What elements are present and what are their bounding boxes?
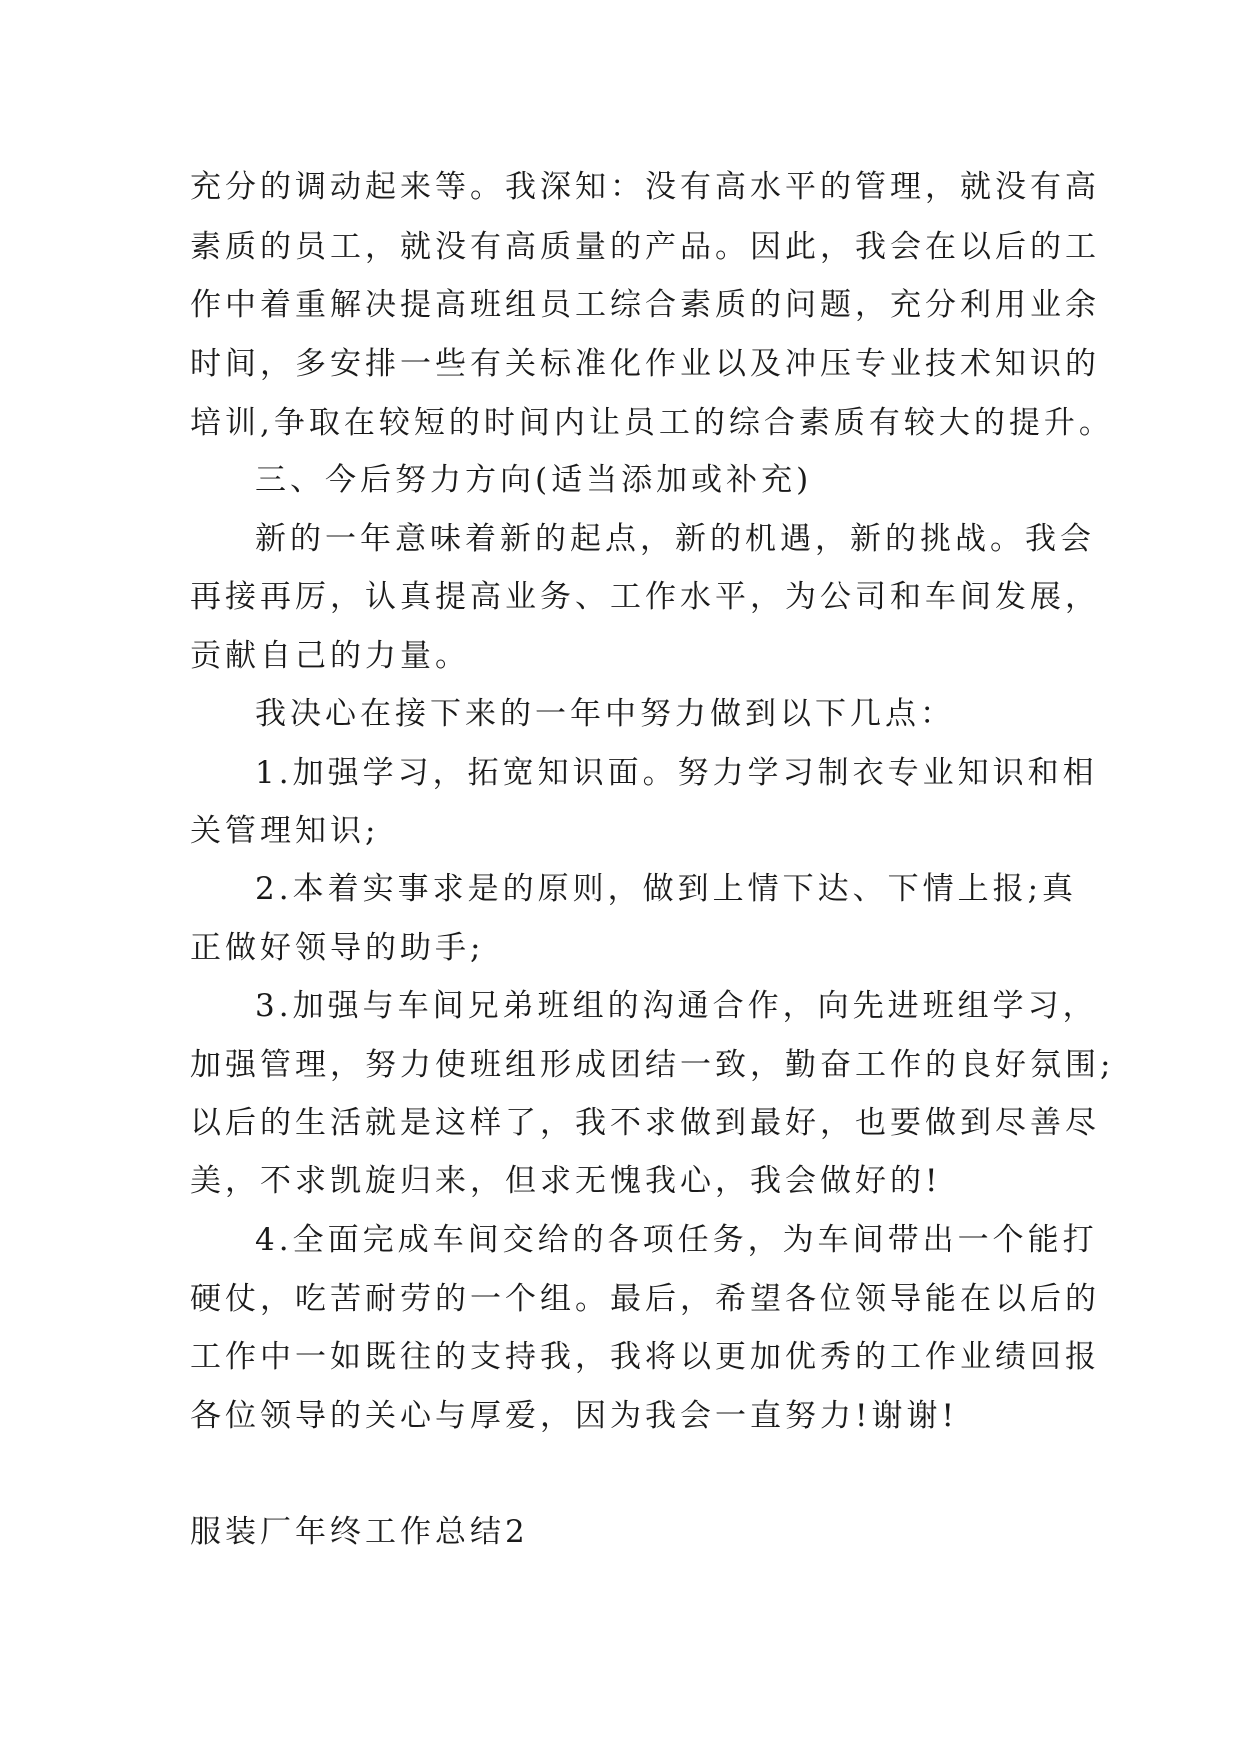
text-line: 美，不求凯旋归来，但求无愧我心，我会做好的! <box>190 1163 942 1199</box>
text-line: 时间，多安排一些有关标准化作业以及冲压专业技术知识的 <box>190 346 1100 382</box>
text-line: 以后的生活就是这样了，我不求做到最好，也要做到尽善尽 <box>190 1105 1100 1141</box>
text-line: 正做好领导的助手; <box>190 930 485 966</box>
list-item: 1.加强学习，拓宽知识面。努力学习制衣专业知识和相 <box>255 755 1098 791</box>
text-line: 关管理知识; <box>190 813 380 849</box>
text-line: 作中着重解决提高班组员工综合素质的问题，充分利用业余 <box>190 287 1100 323</box>
text-line: 我决心在接下来的一年中努力做到以下几点： <box>255 696 955 732</box>
text-line: 培训,争取在较短的时间内让员工的综合素质有较大的提升。 <box>190 405 1114 441</box>
text-line: 素质的员工，就没有高质量的产品。因此，我会在以后的工 <box>190 229 1100 265</box>
text-line: 硬仗，吃苦耐劳的一个组。最后，希望各位领导能在以后的 <box>190 1281 1100 1317</box>
list-item: 4.全面完成车间交给的各项任务，为车间带出一个能打 <box>255 1222 1098 1258</box>
text-line: 再接再厉，认真提高业务、工作水平，为公司和车间发展， <box>190 579 1100 615</box>
text-line: 各位领导的关心与厚爱，因为我会一直努力!谢谢! <box>190 1398 958 1434</box>
document-title: 服装厂年终工作总结2 <box>190 1514 529 1550</box>
text-line: 贡献自己的力量。 <box>190 638 470 674</box>
text-line: 充分的调动起来等。我深知：没有高水平的管理，就没有高 <box>190 169 1100 205</box>
text-line: 加强管理，努力使班组形成团结一致，勤奋工作的良好氛围; <box>190 1047 1115 1083</box>
text-line: 工作中一如既往的支持我，我将以更加优秀的工作业绩回报 <box>190 1339 1100 1375</box>
list-item: 3.加强与车间兄弟班组的沟通合作，向先进班组学习， <box>255 988 1098 1024</box>
section-heading: 三、今后努力方向(适当添加或补充) <box>255 462 813 498</box>
list-item: 2.本着实事求是的原则，做到上情下达、下情上报;真 <box>255 871 1078 907</box>
text-line: 新的一年意味着新的起点，新的机遇，新的挑战。我会 <box>255 521 1095 557</box>
